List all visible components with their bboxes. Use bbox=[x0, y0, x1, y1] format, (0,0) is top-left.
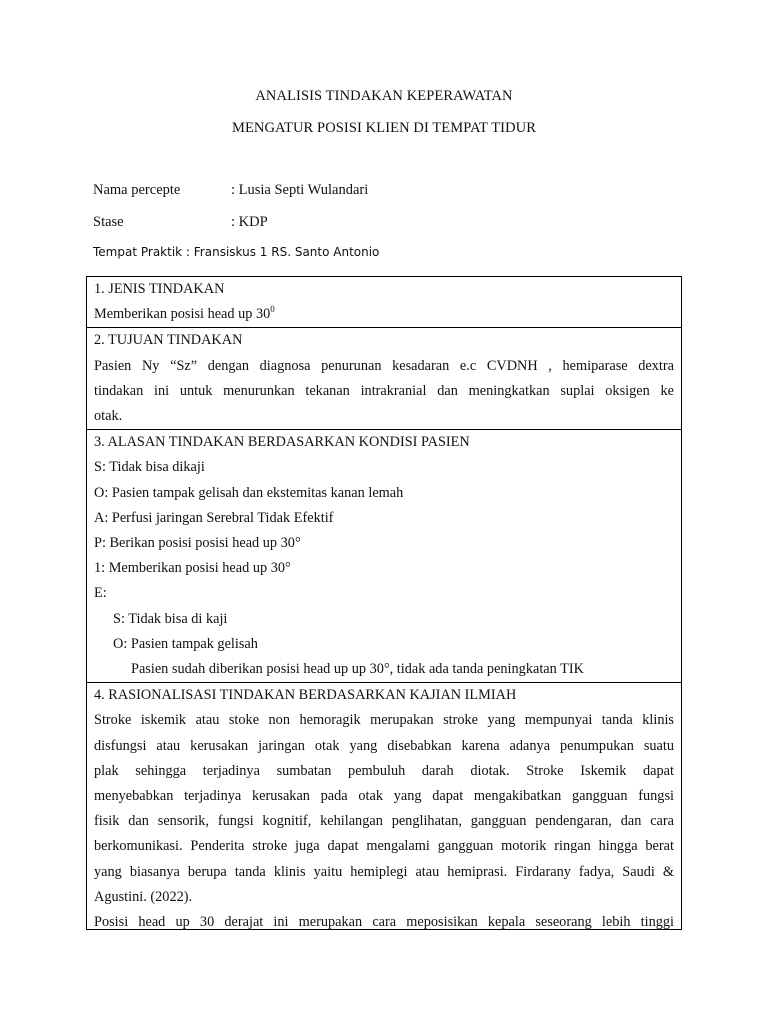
paragraph-line: otak. bbox=[94, 408, 123, 425]
soap-e-o-detail: Pasien sudah diberikan posisi head up up 30°, tidak ada tanda peningkatan TIK bbox=[131, 661, 584, 678]
section-paragraph bbox=[94, 708, 674, 910]
meta-stase-value: : KDP bbox=[231, 214, 268, 230]
meta-nama-label: Nama percepte bbox=[93, 182, 181, 198]
soap-s: S: Tidak bisa dikaji bbox=[94, 459, 205, 476]
section-heading: 2. TUJUAN TINDAKAN bbox=[94, 332, 243, 349]
section-heading: 1. JENIS TINDAKAN bbox=[94, 281, 225, 297]
meta-nama-value: : Lusia Septi Wulandari bbox=[231, 182, 369, 198]
section-jenis-tindakan bbox=[87, 277, 682, 328]
section-paragraph bbox=[94, 354, 674, 430]
soap-a: A: Perfusi jaringan Serebral Tidak Efektif bbox=[94, 509, 334, 526]
paragraph-line: Pasien Ny “Sz” dengan diagnosa penurunan kesadaran e.c CVDNH , hemiparase dextra bbox=[94, 357, 674, 374]
paragraph-line: Agustini. (2022). bbox=[94, 888, 193, 905]
paragraph-line: menyebabkan terjadinya kerusakan pada otak yang dapat mengakibatkan gangguan fungsi bbox=[94, 788, 674, 805]
section-text bbox=[94, 302, 674, 327]
document-title: ANALISIS TINDAKAN KEPERAWATAN bbox=[255, 88, 513, 104]
soap-i: 1: Memberikan posisi head up 30° bbox=[94, 560, 291, 577]
section-heading: 4. RASIONALISASI TINDAKAN BERDASARKAN KAJIAN ILMIAH bbox=[94, 687, 517, 704]
soap-o: O: Pasien tampak gelisah dan ekstemitas kanan lemah bbox=[94, 484, 404, 501]
analysis-table bbox=[86, 276, 682, 930]
paragraph-line: Stroke iskemik atau stoke non hemoragik merupakan stroke yang mempunyai tanda klinis bbox=[94, 712, 674, 729]
document-subtitle: MENGATUR POSISI KLIEN DI TEMPAT TIDUR bbox=[231, 120, 537, 136]
section-tujuan-tindakan bbox=[87, 328, 682, 430]
section-alasan-tindakan bbox=[87, 430, 682, 683]
meta-stase-label: Stase bbox=[93, 214, 124, 230]
paragraph-line: Posisi head up 30 derajat ini merupakan cara meposisikan kepala seseorang lebih tinggi bbox=[94, 914, 674, 930]
section-paragraph-continued bbox=[94, 910, 674, 929]
paragraph-line: tindakan ini untuk menurunkan tekanan intrakranial dan meningkatkan suplai oksigen ke bbox=[94, 382, 674, 399]
section-rasionalisasi bbox=[87, 683, 682, 930]
jenis-tindakan-text: Memberikan posisi head up 30 bbox=[94, 306, 271, 323]
paragraph-line: plak sehingga terjadinya sumbatan pembuluh darah diotak. Stroke Iskemik dapat bbox=[94, 762, 674, 779]
meta-nama bbox=[93, 182, 368, 199]
soap-e-o: O: Pasien tampak gelisah bbox=[113, 635, 258, 652]
degree-superscript: 0 bbox=[270, 304, 275, 315]
meta-stase bbox=[93, 214, 268, 231]
meta-tempat: Tempat Praktik : Fransiskus 1 RS. Santo Antonio bbox=[93, 245, 380, 259]
soap-p: P: Berikan posisi posisi head up 30° bbox=[94, 535, 301, 552]
soap-e: E: bbox=[94, 585, 107, 602]
paragraph-line: fisik dan sensorik, fungsi kognitif, kehilangan penglihatan, gangguan pendengaran, dan cara bbox=[94, 813, 674, 830]
paragraph-line: berkomunikasi. Penderita stroke juga dapat mengalami gangguan motorik ringan hingga berat bbox=[94, 838, 674, 855]
section-heading: 3. ALASAN TINDAKAN BERDASARKAN KONDISI PASIEN bbox=[94, 434, 470, 451]
paragraph-line: disfungsi atau kerusakan jaringan otak yang disebabkan karena adanya penumpukan suatu bbox=[94, 737, 674, 754]
paragraph-line: yang biasanya berupa tanda klinis yaitu hemiplegi atau hemiprasi. Firdarany fadya, Saudi & bbox=[94, 863, 674, 880]
soap-e-s: S: Tidak bisa di kaji bbox=[113, 610, 228, 627]
